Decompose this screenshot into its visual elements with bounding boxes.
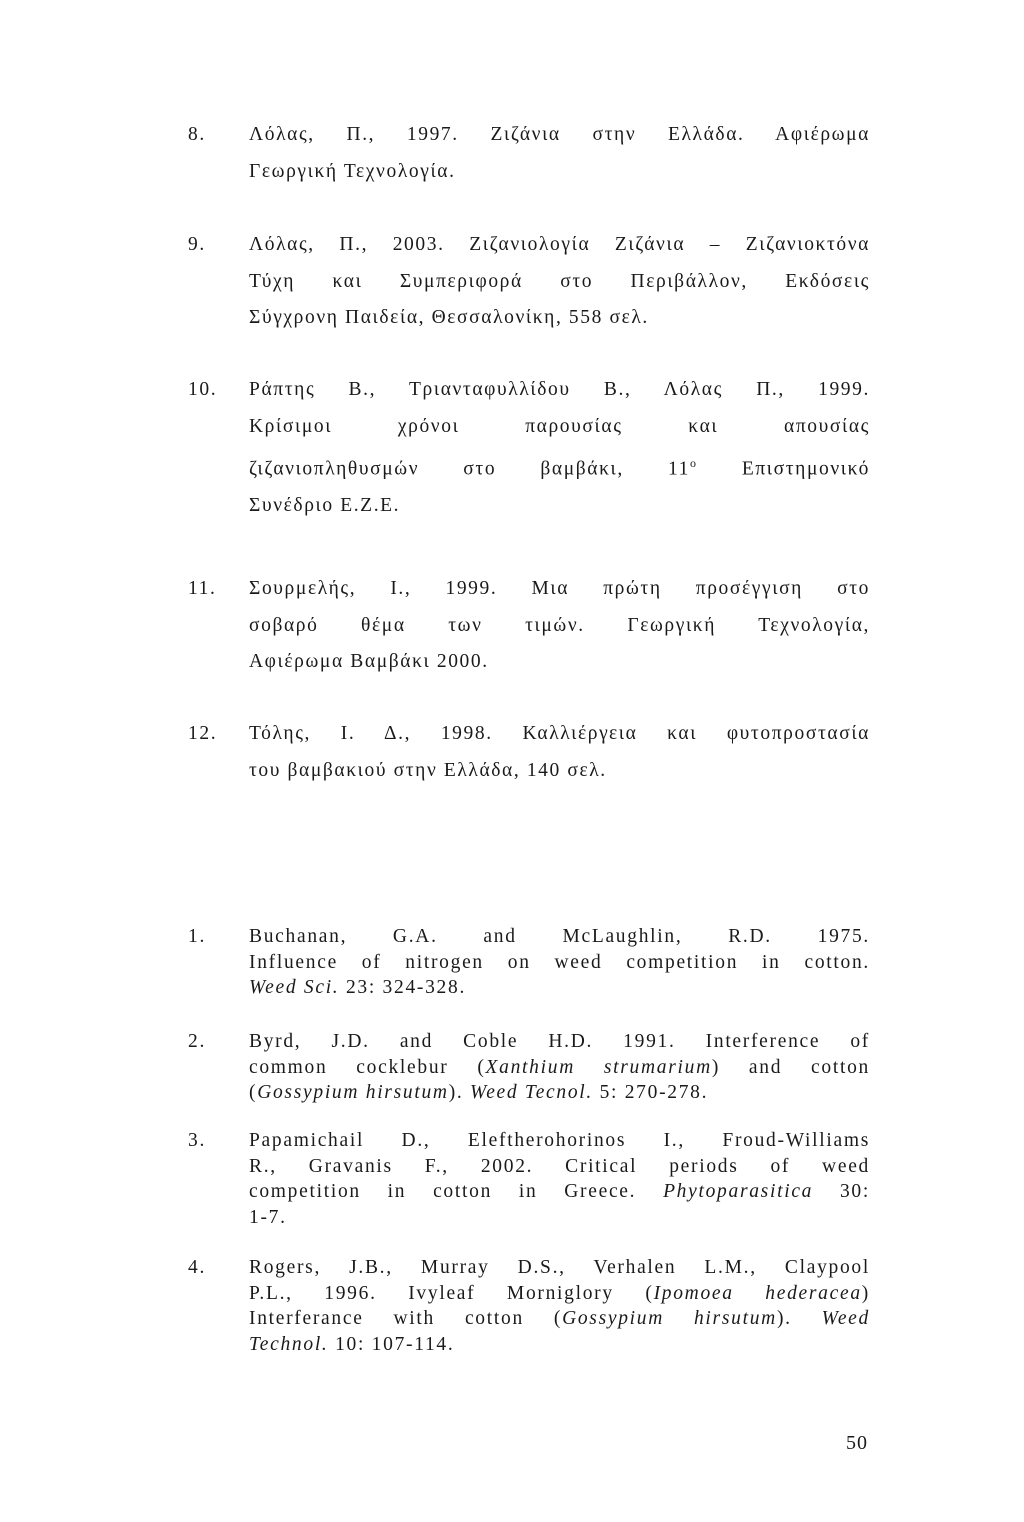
species-name: Gossypium hirsutum [562,1308,777,1329]
reference-text-line: Σουρμελής, Ι., 1999. Μια πρώτη προσέγγιση στο [249,578,870,599]
reference-text-fragment: ) [861,1282,870,1304]
reference-text-line: Λόλας, Π., 1997. Ζιζάνια στην Ελλάδα. Αφιέρωμα [249,124,870,145]
journal-name: Weed Sci. [249,977,340,998]
reference-text-fragment: ( [249,1082,258,1103]
reference-item [188,227,870,337]
reference-text-line: Αφιέρωμα Βαμβάκι 2000. [249,651,489,672]
reference-text-line: Τύχη και Συμπεριφορά στο Περιβάλλον, Εκδόσεις [249,270,870,292]
reference-item [188,924,870,1001]
reference-text-line: Influence of nitrogen on weed competition in cotton. [249,951,870,973]
reference-number: 1. [188,926,207,947]
reference-number: 11. [188,578,217,599]
reference-text-line: Buchanan, G.A. and McLaughlin, R.D. 1975. [249,926,870,947]
reference-number: 2. [188,1031,207,1052]
reference-text-line: Συνέδριο Ε.Ζ.Ε. [249,495,401,516]
reference-text-line [249,445,870,488]
reference-number: 10. [188,379,218,400]
reference-text-line: 1-7. [249,1206,287,1228]
reference-text-fragment: ζιζανιοπληθυσμών στο βαμβάκι, 11 [249,458,691,480]
page-number: 50 [846,1432,868,1454]
reference-text-line: Γεωργική Τεχνολογία. [249,160,456,182]
reference-text-fragment: ). [448,1082,471,1103]
reference-item [188,1128,870,1230]
reference-text-fragment: competition in cotton in Greece. [249,1181,664,1202]
reference-text-line [249,1281,870,1307]
species-name: Xanthium strumarium [485,1056,712,1078]
journal-name: Weed [821,1308,870,1329]
reference-text-line: Byrd, J.D. and Coble H.D. 1991. Interference of [249,1031,870,1052]
reference-text-fragment: Επιστημονικό [697,458,870,480]
reference-text-line: Τόλης, Ι. Δ., 1998. Καλλιέργεια και φυτοπροστασία [249,723,870,744]
reference-number: 12. [188,723,218,744]
reference-item [188,372,870,525]
reference-text-fragment: 23: 324-328. [339,977,467,998]
reference-text-line: Ράπτης Β., Τριανταφυλλίδου Β., Λόλας Π., 1999. [249,379,870,400]
ordinal-superscript: ο [690,456,698,470]
reference-text-fragment: Interferance with cotton ( [249,1308,563,1329]
journal-name: Phytoparasitica [663,1181,814,1202]
reference-text-line: Papamichail D., Eleftherohorinos I., Froud-Williams [249,1130,870,1151]
reference-text-fragment: ) and cotton [711,1056,870,1078]
reference-item [188,117,870,190]
reference-text-fragment: P.L., 1996. Ivyleaf Morniglory ( [249,1282,654,1304]
reference-text-fragment: ). [776,1308,822,1329]
reference-text-line [249,1055,870,1081]
reference-number: 3. [188,1130,207,1151]
reference-number: 4. [188,1257,207,1278]
reference-item [188,571,870,681]
reference-item [188,1255,870,1357]
reference-text-line: Rogers, J.B., Murray D.S., Verhalen L.M., Claypool [249,1257,870,1278]
reference-number: 8. [188,124,206,145]
journal-name: Weed Tecnol. [470,1082,593,1103]
reference-text-line [249,1306,870,1332]
reference-text-line: Σύγχρονη Παιδεία, Θεσσαλονίκη, 558 σελ. [249,307,649,328]
reference-text-line: Λόλας, Π., 2003. Ζιζανιολογία Ζιζάνια – Ζιζανιοκτόνα [249,234,870,255]
reference-text-line [249,1179,870,1205]
reference-text-line: Κρίσιμοι χρόνοι παρουσίας και απουσίας [249,415,870,437]
reference-item [188,1029,870,1106]
reference-text-fragment: 30: [813,1181,870,1202]
reference-text-line [249,975,870,1001]
reference-text-line: R., Gravanis F., 2002. Critical periods of weed [249,1155,870,1177]
reference-text-fragment: 10: 107-114. [328,1333,455,1355]
reference-text-line [249,1332,870,1358]
reference-number: 9. [188,234,206,255]
journal-name: Technol. [249,1333,329,1355]
reference-text-line [249,1080,870,1106]
reference-text-fragment: common cocklebur ( [249,1056,486,1078]
reference-text-line: σοβαρό θέμα των τιμών. Γεωργική Τεχνολογία, [249,614,870,636]
reference-item [188,716,870,789]
species-name: Gossypium hirsutum [257,1082,449,1103]
reference-text-line: του βαμβακιού στην Ελλάδα, 140 σελ. [249,759,607,781]
species-name: Ipomoea hederacea [653,1282,862,1304]
reference-text-fragment: 5: 270-278. [593,1082,709,1103]
